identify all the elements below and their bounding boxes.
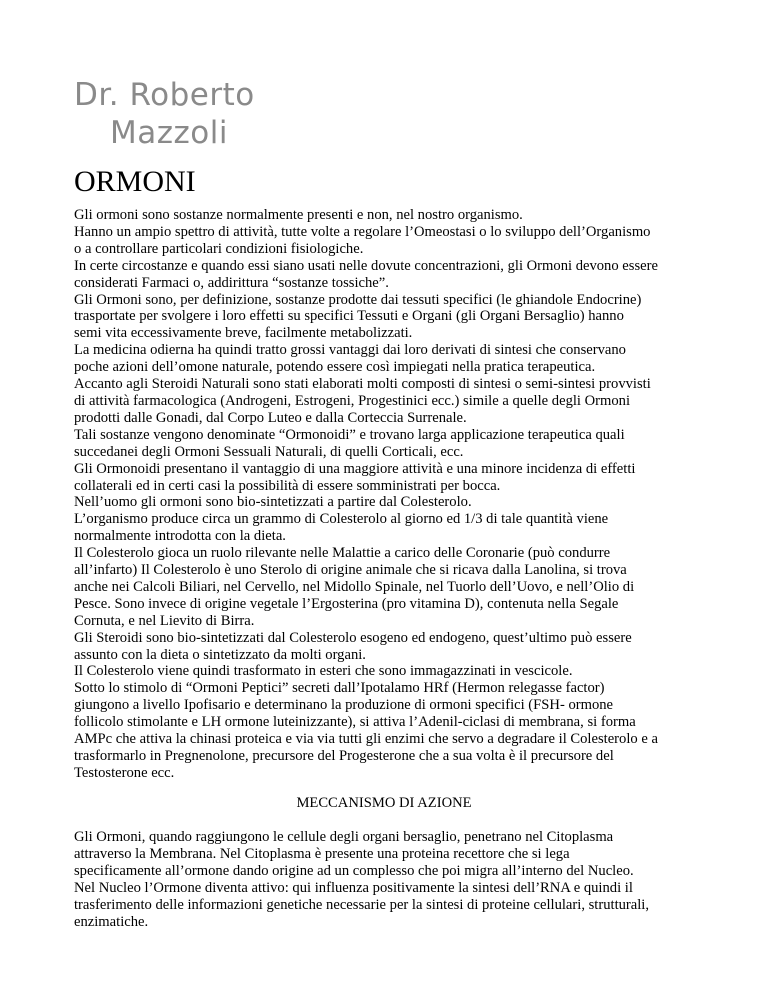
text-line: Nell’uomo gli ormoni sono bio-sintetizzati a partire dal Colesterolo.	[74, 494, 472, 511]
text-line: Nel Nucleo l’Ormone diventa attivo: qui influenza positivamente la sintesi dell’RNA e quindi il	[74, 879, 633, 896]
text-line: L’organismo produce circa un grammo di Colesterolo al giorno ed 1/3 di tale quantità viene	[74, 511, 609, 528]
text-line: Il Colesterolo viene quindi trasformato in esteri che sono immagazzinati in vescicole.	[74, 663, 573, 680]
text-line: considerati Farmaci o, addirittura “sostanze tossiche”.	[74, 274, 389, 291]
text-line: Cornuta, e nel Lievito di Birra.	[74, 612, 255, 629]
text-line: succedanei degli Ormoni Sessuali Naturali, di quelli Corticali, ecc.	[74, 443, 464, 460]
text-line: In certe circostanze e quando essi siano usati nelle dovute concentrazioni, gli Ormoni devono essere	[74, 257, 658, 274]
section-heading: MECCANISMO DI AZIONE	[296, 795, 472, 811]
text-line: attraverso la Membrana. Nel Citoplasma è presente una proteina recettore che si lega	[74, 845, 570, 862]
text-line: assunto con la dieta o sintetizzato da molti organi.	[74, 646, 366, 663]
author-name	[74, 76, 255, 152]
text-line: Sotto lo stimolo di “Ormoni Peptici” secreti dall’Ipotalamo HRf (Hermon relegasse factor)	[74, 680, 605, 697]
text-line: Accanto agli Steroidi Naturali sono stati elaborati molti composti di sintesi o semi-sintesi provvisti	[74, 376, 651, 393]
text-line: Gli Ormoni sono, per definizione, sostanze prodotte dai tessuti specifici (le ghiandole Endocrine)	[74, 291, 642, 308]
text-line: trasferimento delle informazioni genetiche necessarie per la sintesi di proteine cellulari, strutturali,	[74, 896, 650, 913]
text-line: giungono a livello Ipofisario e determinano la produzione di ormoni specifici (FSH- ormone	[74, 697, 614, 714]
text-line: Tali sostanze vengono denominate “Ormonoidi” e trovano larga applicazione terapeutica quali	[74, 426, 625, 443]
text-line: poche azioni dell’omone naturale, potendo essere così impiegati nella pratica terapeutica.	[74, 359, 596, 376]
body-paragraphs	[74, 207, 714, 782]
text-line: all’infarto) Il Colesterolo è uno Sterolo di origine animale che si ricava dalla Lanolina, si trova	[74, 562, 627, 579]
text-line: normalmente introdotta con la dieta.	[74, 528, 286, 545]
text-line: Pesce. Sono invece di origine vegetale l’Ergosterina (pro vitamina D), contenuta nella Segale	[74, 595, 619, 612]
text-line: follicolo stimolante e LH ormone luteinizzante), si attiva l’Adenil-ciclasi di membrana, si forma	[74, 714, 636, 731]
text-line: Gli Ormoni, quando raggiungono le cellule degli organi bersaglio, penetrano nel Citoplasma	[74, 829, 614, 845]
text-line: Gli ormoni sono sostanze normalmente presenti e non, nel nostro organismo.	[74, 207, 523, 223]
text-line: Gli Steroidi sono bio-sintetizzati dal Colesterolo esogeno ed endogeno, quest’ultimo può essere	[74, 629, 632, 646]
text-line: di attività farmacologica (Androgeni, Estrogeni, Progestinici ecc.) simile a quelle degli Ormoni	[74, 392, 631, 409]
text-line: collaterali ed in certi casi la possibilità di essere somministrati per bocca.	[74, 477, 501, 494]
text-line: anche nei Calcoli Biliari, nel Cervello, nel Midollo Spinale, nel Tuorlo dell’Uovo, e nell’Olio di	[74, 578, 635, 595]
text-line: specificamente all’ormone dando origine ad un complesso che poi migra all’interno del Nucleo.	[74, 862, 634, 879]
section-paragraphs	[74, 829, 714, 930]
text-line: trasportate per svolgere i loro effetti su specifici Tessuti e Organi (gli Organi Bersaglio) hanno	[74, 308, 624, 325]
text-line: prodotti dalle Gonadi, dal Corpo Luteo e dalla Corteccia Surrenale.	[74, 409, 467, 426]
text-line: Gli Ormonoidi presentano il vantaggio di una maggiore attività e una minore incidenza di effetti	[74, 460, 636, 477]
author-line-2: Mazzoli	[110, 115, 228, 151]
text-line: AMPc che attiva la chinasi proteica e via via tutti gli enzimi che servo a degradare il Colesterolo e a	[74, 731, 658, 748]
text-line: Testosterone ecc.	[74, 764, 175, 781]
text-line: o a controllare particolari condizioni fisiologiche.	[74, 240, 364, 257]
document-title: ORMONI	[74, 165, 196, 198]
text-line: Il Colesterolo gioca un ruolo rilevante nelle Malattie a carico delle Coronarie (può condurre	[74, 545, 611, 562]
text-line: trasformarlo in Pregnenolone, precursore del Progesterone che a sua volta è il precursore del	[74, 748, 614, 764]
text-line: Hanno un ampio spettro di attività, tutte volte a regolare l’Omeostasi o lo sviluppo dell’Organismo	[74, 223, 651, 240]
text-line: enzimatiche.	[74, 913, 149, 930]
author-line-1: Dr. Roberto	[74, 77, 255, 113]
text-line: semi vita eccessivamente breve, facilmente metabolizzati.	[74, 325, 413, 342]
text-line: La medicina odierna ha quindi tratto grossi vantaggi dai loro derivati di sintesi che conservano	[74, 342, 626, 359]
